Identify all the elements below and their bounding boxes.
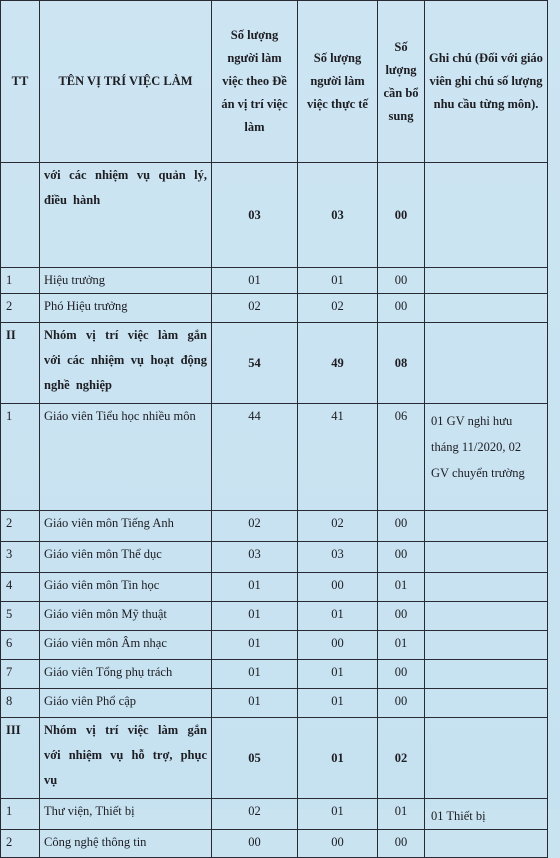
row-position-name: Giáo viên Tổng phụ trách: [40, 660, 212, 689]
row-note: [425, 602, 548, 631]
row-actual-count: 01: [298, 268, 378, 294]
row-position-name: Giáo viên môn Tin học: [40, 573, 212, 602]
row-position-name: Phó Hiệu trưởng: [40, 294, 212, 323]
row-needed-count: 01: [378, 799, 425, 830]
row-position-name: Nhóm vị trí việc làm gắn với nhiệm vụ hỗ trợ, phục vụ: [40, 718, 212, 799]
row-note: [425, 511, 548, 542]
row-position-name: Giáo viên môn Thể dục: [40, 542, 212, 573]
row-tt: 5: [1, 602, 40, 631]
row-tt: III: [1, 718, 40, 799]
row-needed-count: 00: [378, 660, 425, 689]
row-note: [425, 631, 548, 660]
row-planned-count: 00: [212, 830, 298, 858]
row-position-name: Giáo viên môn Tiếng Anh: [40, 511, 212, 542]
table-row: [1, 573, 548, 602]
row-planned-count: 01: [212, 268, 298, 294]
row-tt: 1: [1, 268, 40, 294]
row-note: [425, 718, 548, 799]
row-tt: 1: [1, 404, 40, 511]
row-actual-count: 00: [298, 631, 378, 660]
row-tt: [1, 163, 40, 268]
row-position-name: Thư viện, Thiết bị: [40, 799, 212, 830]
row-note: [425, 660, 548, 689]
row-needed-count: 00: [378, 511, 425, 542]
row-note: [425, 163, 548, 268]
row-planned-count: 01: [212, 631, 298, 660]
row-actual-count: 01: [298, 799, 378, 830]
row-planned-count: 02: [212, 511, 298, 542]
table-row: [1, 163, 548, 268]
table-row: [1, 689, 548, 718]
row-planned-count: 44: [212, 404, 298, 511]
table-row: [1, 294, 548, 323]
table-row: [1, 799, 548, 830]
row-actual-count: 02: [298, 511, 378, 542]
row-needed-count: 06: [378, 404, 425, 511]
row-planned-count: 01: [212, 660, 298, 689]
table-row: [1, 631, 548, 660]
table-row: [1, 268, 548, 294]
row-note: [425, 689, 548, 718]
table-row: [1, 511, 548, 542]
row-needed-count: 08: [378, 323, 425, 404]
row-actual-count: 02: [298, 294, 378, 323]
row-planned-count: 02: [212, 294, 298, 323]
row-actual-count: 03: [298, 163, 378, 268]
row-note: [425, 294, 548, 323]
table-header-row: [1, 1, 548, 163]
row-planned-count: 01: [212, 602, 298, 631]
table-row: [1, 830, 548, 858]
row-planned-count: 02: [212, 799, 298, 830]
row-tt: 8: [1, 689, 40, 718]
table-row: [1, 718, 548, 799]
row-planned-count: 54: [212, 323, 298, 404]
row-planned-count: 05: [212, 718, 298, 799]
row-tt: 6: [1, 631, 40, 660]
row-planned-count: 01: [212, 689, 298, 718]
row-position-name: Hiệu trưởng: [40, 268, 212, 294]
row-position-name: Giáo viên Phổ cập: [40, 689, 212, 718]
row-tt: 2: [1, 830, 40, 858]
row-actual-count: 01: [298, 689, 378, 718]
row-needed-count: 00: [378, 294, 425, 323]
row-needed-count: 00: [378, 602, 425, 631]
table-row: [1, 404, 548, 511]
row-actual-count: 01: [298, 718, 378, 799]
row-tt: 1: [1, 799, 40, 830]
row-tt: 2: [1, 511, 40, 542]
row-planned-count: 03: [212, 542, 298, 573]
row-actual-count: 49: [298, 323, 378, 404]
header-actual-count: Số lượng người làm việc thực tế: [298, 1, 378, 163]
header-needed-count: Số lượng cần bổ sung: [378, 1, 425, 163]
row-actual-count: 03: [298, 542, 378, 573]
row-note: [425, 830, 548, 858]
row-planned-count: 03: [212, 163, 298, 268]
row-needed-count: 01: [378, 573, 425, 602]
row-needed-count: 01: [378, 631, 425, 660]
row-actual-count: 41: [298, 404, 378, 511]
row-needed-count: 00: [378, 689, 425, 718]
row-tt: 3: [1, 542, 40, 573]
row-actual-count: 00: [298, 573, 378, 602]
row-note: [425, 573, 548, 602]
table-row: [1, 602, 548, 631]
row-needed-count: 00: [378, 830, 425, 858]
header-tt: TT: [1, 1, 40, 163]
row-actual-count: 00: [298, 830, 378, 858]
row-note: [425, 323, 548, 404]
row-needed-count: 02: [378, 718, 425, 799]
table-row: [1, 660, 548, 689]
row-position-name: Giáo viên Tiểu học nhiều môn: [40, 404, 212, 511]
table-row: [1, 542, 548, 573]
row-position-name: Công nghệ thông tin: [40, 830, 212, 858]
row-note: [425, 268, 548, 294]
header-position-name: TÊN VỊ TRÍ VIỆC LÀM: [40, 1, 212, 163]
row-note: 01 GV nghỉ hưu tháng 11/2020, 02 GV chuyển trường: [425, 404, 548, 511]
row-needed-count: 00: [378, 268, 425, 294]
row-position-name: Giáo viên môn Âm nhạc: [40, 631, 212, 660]
row-position-name: Giáo viên môn Mỹ thuật: [40, 602, 212, 631]
row-needed-count: 00: [378, 163, 425, 268]
row-note: 01 Thiết bị: [425, 799, 548, 830]
table-row: [1, 323, 548, 404]
row-position-name: với các nhiệm vụ quản lý, điều hành: [40, 163, 212, 268]
row-actual-count: 01: [298, 660, 378, 689]
row-position-name: Nhóm vị trí việc làm gắn với các nhiệm vụ hoạt động nghề nghiệp: [40, 323, 212, 404]
row-tt: 4: [1, 573, 40, 602]
row-tt: 2: [1, 294, 40, 323]
row-note: [425, 542, 548, 573]
row-tt: 7: [1, 660, 40, 689]
row-planned-count: 01: [212, 573, 298, 602]
row-tt: II: [1, 323, 40, 404]
header-planned-count: Số lượng người làm việc theo Đề án vị trí việc làm: [212, 1, 298, 163]
row-actual-count: 01: [298, 602, 378, 631]
header-note: Ghi chú (Đối với giáo viên ghi chú số lượng nhu cầu từng môn).: [425, 1, 548, 163]
row-needed-count: 00: [378, 542, 425, 573]
